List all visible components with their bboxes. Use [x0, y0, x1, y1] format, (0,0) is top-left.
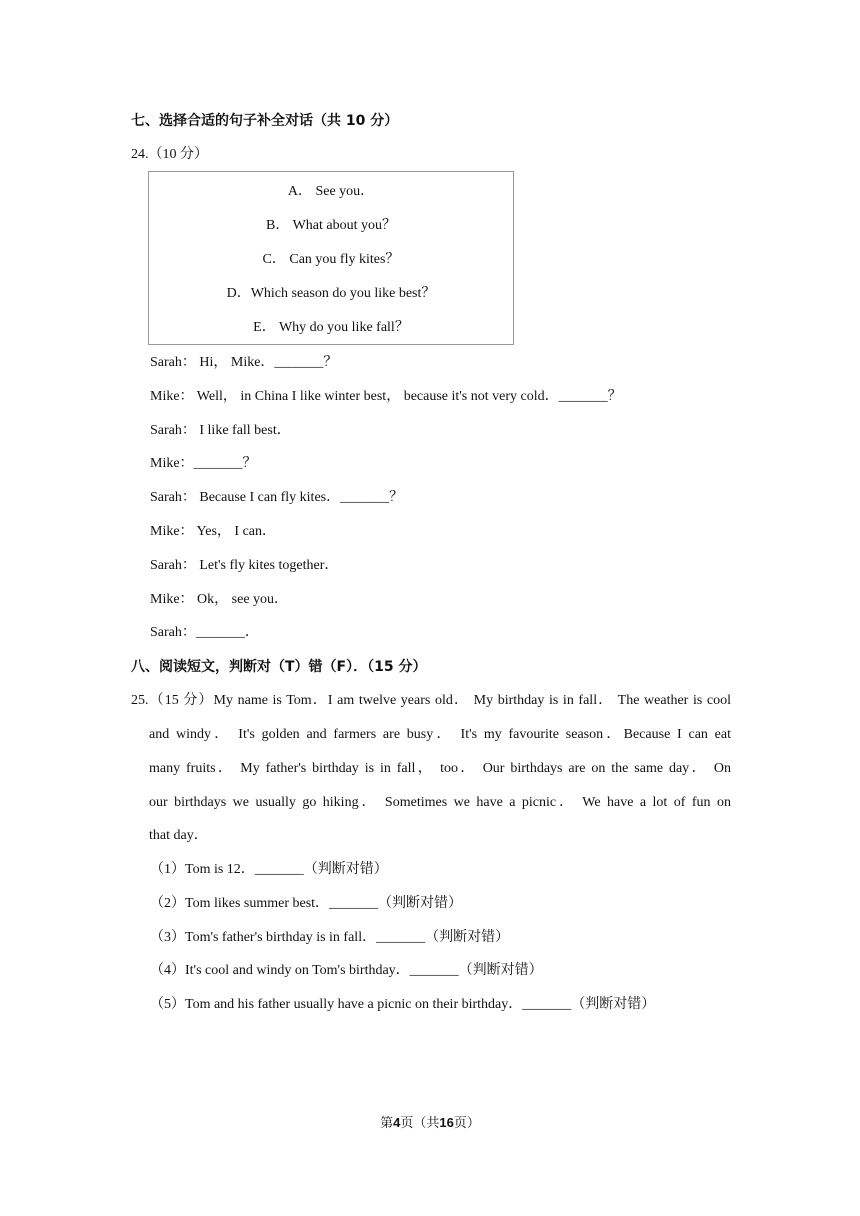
- passage-first-line: [131, 691, 731, 711]
- section-7-heading: 七、选择合适的句子补全对话（共 10 分）: [131, 113, 399, 129]
- passage-text: My name is Tom．I am twelve years old． My birthday is in fall． The weather is cool: [213, 693, 731, 708]
- dialogue-line: Sarah： Because I can fly kites．_______？: [150, 490, 404, 505]
- statement-3: （3）Tom's father's birthday is in fall．_______（判断对错）: [150, 930, 510, 945]
- dialogue-line: Sarah： Hi， Mike．_______？: [150, 355, 338, 370]
- dialogue-line: Sarah： I like fall best．: [150, 423, 291, 438]
- options-box: [148, 171, 514, 345]
- dialogue-line: Mike：_______？: [150, 456, 257, 471]
- option-e: E． Why do you like fall？: [253, 320, 409, 335]
- option-b: B． What about you？: [265, 218, 396, 233]
- passage-line: our birthdays we usually go hiking． Sometimes we have a picnic． We have a lot of fun on: [149, 795, 731, 810]
- passage-line: that day．: [149, 828, 208, 843]
- statement-1: （1）Tom is 12．_______（判断对错）: [150, 862, 388, 877]
- question-24-label: 24.（10 分）: [131, 147, 208, 162]
- page-footer: [0, 1112, 860, 1131]
- footer-middle: 页（共: [400, 1115, 440, 1130]
- dialogue-line: Sarah：_______．: [150, 625, 259, 640]
- section-8-heading: 八、阅读短文，判断对（T）错（F）．（15 分）: [131, 659, 427, 675]
- footer-prefix: 第: [380, 1115, 394, 1130]
- dialogue-line: Mike： Ok， see you．: [150, 592, 289, 607]
- passage-line: many fruits． My father's birthday is in fall， too． Our birthdays are on the same day． On: [149, 761, 731, 776]
- footer-suffix: 页）: [453, 1115, 480, 1130]
- option-d: D．Which season do you like best？: [226, 286, 436, 301]
- total-pages: 16: [439, 1115, 454, 1130]
- passage-line: and windy． It's golden and farmers are busy． It's my favourite season．Because I can eat: [149, 727, 731, 742]
- statement-2: （2）Tom likes summer best．_______（判断对错）: [150, 896, 463, 911]
- dialogue-line: Mike： Yes， I can．: [150, 524, 276, 539]
- page-number: 4: [393, 1115, 401, 1130]
- option-a: A． See you．: [287, 184, 375, 199]
- dialogue-line: Sarah： Let's fly kites together．: [150, 558, 339, 573]
- statement-4: （4）It's cool and windy on Tom's birthday．_______（判断对错）: [150, 963, 543, 978]
- option-c: C． Can you fly kites？: [262, 252, 400, 267]
- question-25-label: 25.（15 分）: [131, 693, 214, 708]
- statement-5: （5）Tom and his father usually have a picnic on their birthday．_______（判断对错）: [150, 997, 656, 1012]
- dialogue-line: Mike： Well， in China I like winter best， because it's not very cold．_______？: [150, 389, 622, 404]
